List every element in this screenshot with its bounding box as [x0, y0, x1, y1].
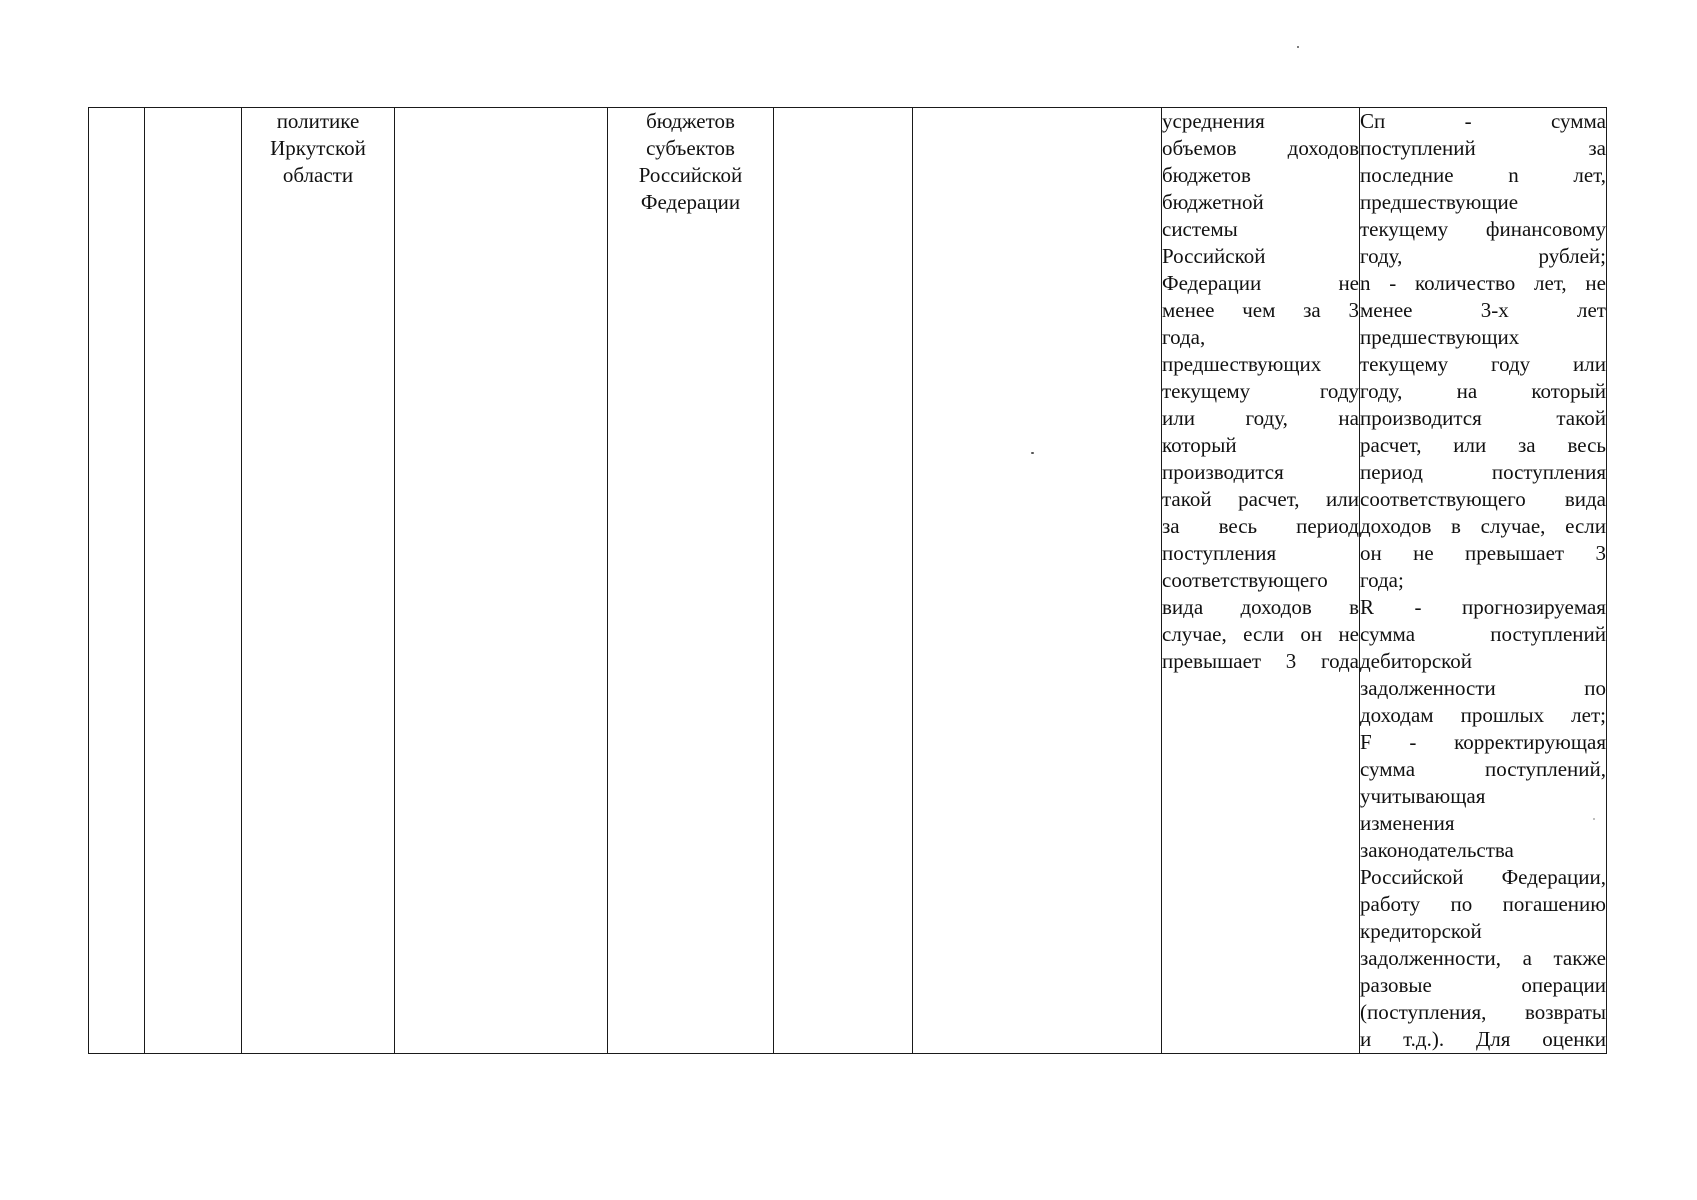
cell-word: не: [1338, 271, 1359, 295]
cell-word: задолженности: [1360, 676, 1496, 700]
cell-word: который: [1531, 379, 1606, 403]
cell-word: (поступления,: [1360, 1000, 1487, 1024]
cell-word: текущему: [1360, 352, 1449, 376]
cell-word: финансовому: [1485, 217, 1606, 241]
cell-word: Федерации: [1162, 271, 1262, 295]
cell-word: за: [1303, 298, 1321, 322]
cell-word: сумма: [1360, 622, 1416, 646]
cell-word: не: [1338, 622, 1359, 646]
cell-line: который: [1162, 433, 1237, 457]
cell-line: Российской: [638, 163, 743, 187]
cell-line: [1360, 108, 1606, 135]
cell-word: за: [1162, 514, 1180, 538]
cell-line: системы: [1162, 217, 1238, 241]
cell-line: предшествующих: [1162, 352, 1322, 376]
budget-methodology-table: [88, 107, 1607, 1054]
cell-word: 3: [1348, 298, 1359, 322]
cell-word: Федерации,: [1501, 865, 1606, 889]
cell-line: предшествующие: [1360, 190, 1519, 214]
cell-word: случае,: [1162, 622, 1227, 646]
cell-line: [1360, 378, 1606, 405]
cell-word: такой: [1162, 487, 1212, 511]
cell-line: предшествующих: [1360, 325, 1520, 349]
cell-word: n: [1508, 163, 1519, 187]
cell-word: если: [1565, 514, 1606, 538]
cell-word: или: [1453, 433, 1487, 457]
cell-word: R: [1360, 595, 1375, 619]
table-cell-col8: [1162, 108, 1360, 1054]
cell-word: чем: [1242, 298, 1276, 322]
cell-word: такой: [1556, 406, 1606, 430]
cell-line: [1360, 729, 1606, 756]
cell-line: [1360, 675, 1606, 702]
cell-word: т.д.).: [1403, 1027, 1445, 1051]
cell-word: менее: [1162, 298, 1215, 322]
cell-line: [1360, 999, 1606, 1026]
cell-word: случае,: [1480, 514, 1546, 538]
cell-word: поступлений,: [1485, 757, 1606, 781]
cell-line: [1162, 135, 1359, 162]
cell-line: года;: [1360, 568, 1404, 592]
cell-word: оценки: [1542, 1027, 1606, 1051]
cell-line: дебиторской: [1360, 649, 1473, 673]
cell-word: -: [1389, 271, 1397, 295]
cell-line: законодательства: [1360, 838, 1514, 862]
cell-line: [1360, 891, 1606, 918]
cell-word: 3-х: [1480, 298, 1509, 322]
cell-line: бюджетов: [1162, 163, 1251, 187]
cell-word: возвраты: [1524, 1000, 1606, 1024]
table-cell-col3: [242, 108, 395, 1054]
cell-line: производится: [1162, 460, 1284, 484]
cell-line: [1360, 351, 1606, 378]
cell-word: сумма: [1550, 109, 1606, 133]
cell-word: производится: [1360, 406, 1482, 430]
cell-word: доходов: [1240, 595, 1312, 619]
cell-line: [1360, 864, 1606, 891]
cell-word: поступлений: [1490, 622, 1606, 646]
cell-line: усреднения: [1162, 109, 1265, 133]
cell-line: кредиторской: [1360, 919, 1482, 943]
table-row: [89, 108, 1607, 1054]
cell-line: [1162, 405, 1359, 432]
cell-word: -: [1414, 595, 1422, 619]
cell-line: [1360, 459, 1606, 486]
cell-word: доходов: [1360, 514, 1432, 538]
cell-word: также: [1553, 946, 1606, 970]
table-cell-col5: [608, 108, 774, 1054]
table-cell-col2: [145, 108, 242, 1054]
cell-word: 3: [1595, 541, 1606, 565]
cell-word: или: [1326, 487, 1359, 511]
cell-word: Сп: [1360, 109, 1386, 133]
cell-line: [1360, 432, 1606, 459]
cell-line: [1162, 378, 1359, 405]
cell-word: период: [1296, 514, 1359, 538]
cell-word: операции: [1521, 973, 1606, 997]
cell-line: Российской: [1162, 244, 1266, 268]
cell-word: доходов: [1287, 136, 1359, 160]
cell-word: или: [1573, 352, 1606, 376]
cell-line: учитывающая: [1360, 784, 1486, 808]
cell-line: [1360, 756, 1606, 783]
cell-word: по: [1584, 676, 1606, 700]
cell-line: [1162, 621, 1359, 648]
cell-line: политике: [276, 109, 360, 133]
cell-word: объемов: [1162, 136, 1237, 160]
cell-word: году,: [1245, 406, 1288, 430]
cell-line: доходам прошлых лет;: [1360, 703, 1606, 727]
cell-word: вида: [1162, 595, 1204, 619]
cell-line: Федерации: [640, 190, 741, 214]
cell-word: работу: [1360, 892, 1421, 916]
cell-word: соответствующего: [1360, 487, 1526, 511]
cell-word: Российской: [1360, 865, 1464, 889]
cell-word: в: [1451, 514, 1461, 538]
cell-line: [1360, 513, 1606, 540]
cell-word: вида: [1564, 487, 1606, 511]
cell-word: прогнозируемая: [1461, 595, 1606, 619]
cell-line: Иркутской: [270, 136, 366, 160]
cell-word: Для: [1475, 1027, 1511, 1051]
table-cell-col6: [774, 108, 913, 1054]
table-cell-col1: [89, 108, 145, 1054]
cell-word: или: [1162, 406, 1195, 430]
cell-line: году, рублей;: [1360, 244, 1606, 268]
cell-line: превышает 3 года: [1162, 649, 1359, 673]
cell-line: [1360, 135, 1606, 162]
cell-line: области: [282, 163, 354, 187]
cell-word: году,: [1360, 379, 1403, 403]
cell-line: [1360, 297, 1606, 324]
cell-word: текущему: [1360, 217, 1449, 241]
cell-line: бюджетной: [1162, 190, 1264, 214]
cell-word: и: [1360, 1027, 1372, 1051]
cell-word: лет,: [1573, 163, 1606, 187]
table-cell-col4: [395, 108, 608, 1054]
cell-line: [1162, 513, 1359, 540]
cell-word: в: [1349, 595, 1359, 619]
cell-line: [1360, 621, 1606, 648]
cell-word: менее: [1360, 298, 1413, 322]
cell-word: расчет,: [1360, 433, 1422, 457]
cell-word: n: [1360, 271, 1371, 295]
cell-word: период: [1360, 460, 1423, 484]
cell-word: он: [1300, 622, 1323, 646]
cell-line: соответствующего: [1162, 568, 1328, 592]
cell-word: не: [1585, 271, 1606, 295]
cell-line: бюджетов: [646, 109, 735, 133]
cell-word: расчет,: [1238, 487, 1300, 511]
cell-word: текущему: [1162, 379, 1251, 403]
cell-word: поступлений: [1360, 136, 1476, 160]
cell-line: [1162, 486, 1359, 513]
cell-word: весь: [1567, 433, 1606, 457]
cell-line: [1360, 405, 1606, 432]
cell-line: [1360, 486, 1606, 513]
table-cell-col7: [913, 108, 1162, 1054]
cell-word: поступления: [1491, 460, 1606, 484]
scan-speck: [1297, 46, 1299, 48]
cell-word: не: [1413, 541, 1434, 565]
cell-line: [1360, 594, 1606, 621]
cell-line: [1162, 270, 1359, 297]
cell-word: корректирующая: [1454, 730, 1606, 754]
cell-word: -: [1464, 109, 1472, 133]
cell-word: сумма: [1360, 757, 1416, 781]
cell-word: на: [1456, 379, 1478, 403]
cell-word: а: [1522, 946, 1532, 970]
cell-word: количество: [1415, 271, 1516, 295]
cell-word: разовые: [1360, 973, 1432, 997]
cell-word: превышает: [1465, 541, 1565, 565]
cell-line: изменения: [1360, 811, 1455, 835]
cell-line: [1360, 216, 1606, 243]
cell-word: погашению: [1502, 892, 1606, 916]
cell-word: лет: [1577, 298, 1606, 322]
cell-line: [1360, 1026, 1606, 1053]
cell-line: [1360, 972, 1606, 999]
cell-word: на: [1338, 406, 1359, 430]
cell-line: [1360, 540, 1606, 567]
cell-word: -: [1409, 730, 1417, 754]
cell-word: весь: [1218, 514, 1258, 538]
cell-line: [1360, 945, 1606, 972]
table-cell-col9: [1360, 108, 1607, 1054]
cell-line: года,: [1162, 325, 1206, 349]
cell-word: году: [1491, 352, 1531, 376]
cell-word: если: [1243, 622, 1284, 646]
cell-line: [1162, 594, 1359, 621]
cell-line: [1360, 162, 1606, 189]
cell-word: задолженности,: [1360, 946, 1502, 970]
cell-word: за: [1518, 433, 1536, 457]
cell-word: последние: [1360, 163, 1454, 187]
cell-word: по: [1450, 892, 1473, 916]
cell-word: году: [1319, 379, 1359, 403]
cell-line: поступления: [1162, 541, 1277, 565]
cell-line: [1360, 270, 1606, 297]
cell-word: за: [1588, 136, 1606, 160]
cell-word: F: [1360, 730, 1372, 754]
cell-line: [1162, 297, 1359, 324]
cell-line: субъектов: [646, 136, 735, 160]
cell-word: он: [1360, 541, 1382, 565]
cell-word: лет,: [1534, 271, 1567, 295]
